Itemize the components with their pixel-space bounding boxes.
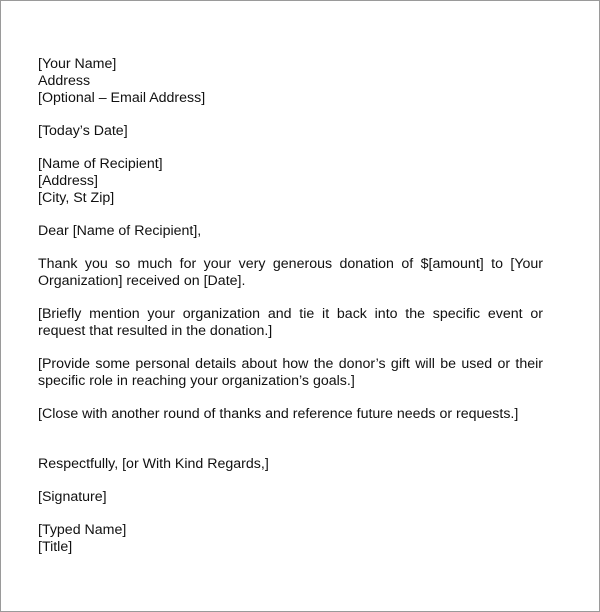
closing-block [38, 456, 543, 473]
paragraph-1 [38, 256, 543, 290]
paragraph-4 [38, 406, 543, 423]
sender-email: [Optional – Email Address] [38, 90, 206, 106]
signature-block [38, 489, 543, 506]
salutation-block [38, 223, 543, 240]
signature: [Signature] [38, 489, 107, 505]
body-paragraph: [Close with another round of thanks and reference future needs or requests.] [38, 406, 519, 422]
paragraph-2 [38, 306, 543, 340]
letter-date: [Today’s Date] [38, 123, 128, 139]
recipient-address: [Address] [38, 173, 98, 189]
recipient-name: [Name of Recipient] [38, 156, 163, 172]
body-paragraph: Thank you so much for your very generous donation of $[amount] to [Your Organization] received on [Date]. [38, 256, 543, 289]
sender-address: Address [38, 73, 91, 89]
recipient-block [38, 156, 543, 207]
sender-name: [Your Name] [38, 56, 117, 72]
closing: Respectfully, [or With Kind Regards,] [38, 456, 269, 472]
salutation: Dear [Name of Recipient], [38, 223, 202, 239]
body-paragraph: [Briefly mention your organization and tie it back into the specific event or request that resulted in the donation.] [38, 306, 543, 339]
paragraph-3 [38, 356, 543, 390]
sender-block [38, 56, 543, 107]
typed-name-block [38, 522, 543, 556]
date-block [38, 123, 543, 140]
body-paragraph: [Provide some personal details about how the donor’s gift will be used or their specific role in reaching your organization’s goals.] [38, 356, 543, 389]
recipient-city: [City, St Zip] [38, 190, 115, 206]
title: [Title] [38, 539, 73, 555]
letter-body [38, 56, 543, 556]
typed-name: [Typed Name] [38, 522, 127, 538]
